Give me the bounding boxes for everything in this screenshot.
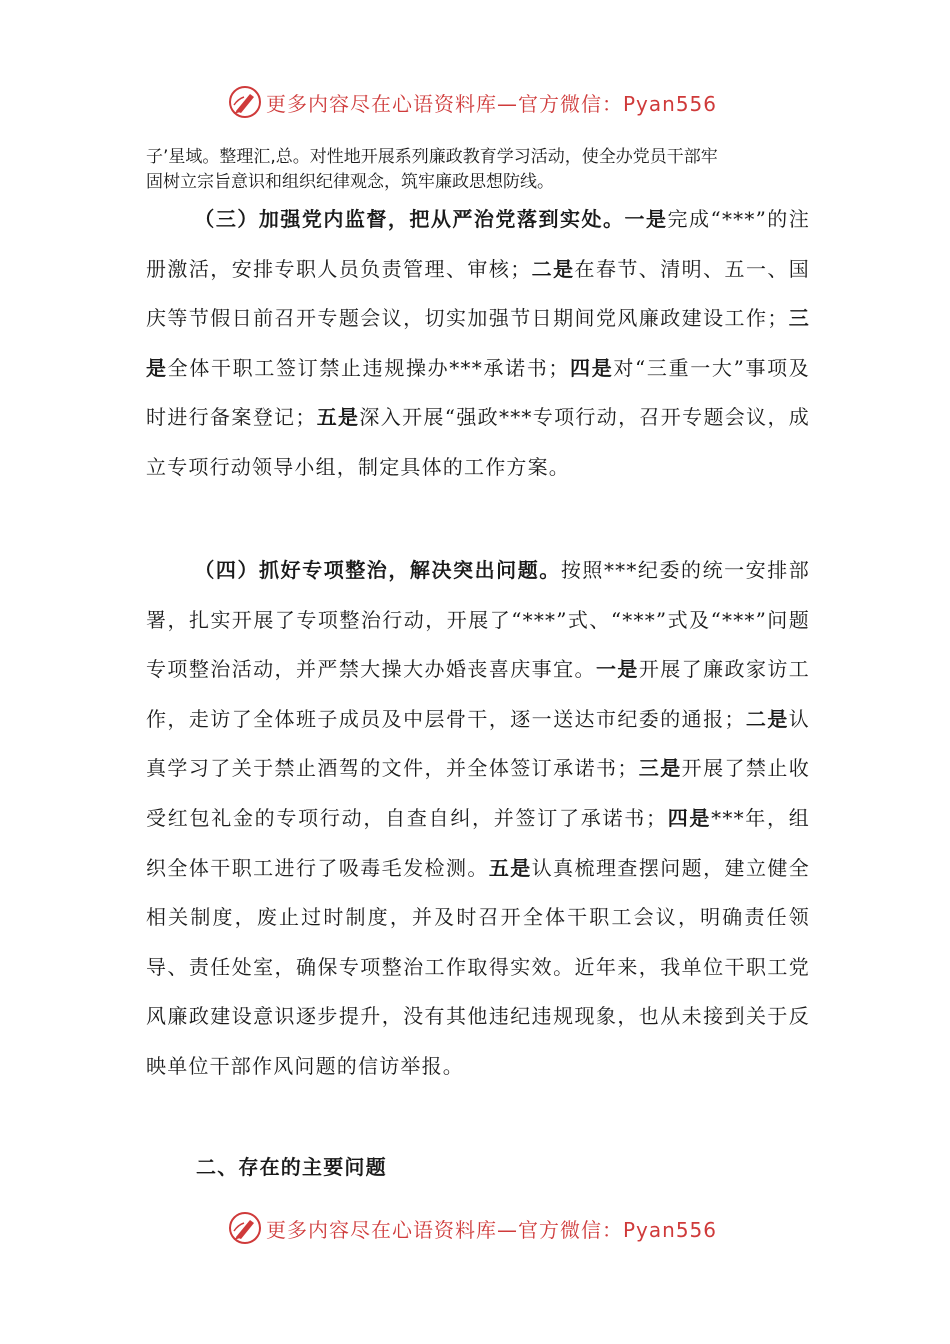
pen-nib-logo-icon [228, 85, 262, 119]
intro-paragraph [146, 145, 806, 195]
section-3-label-1: 一是 [624, 207, 668, 231]
section-3-label-3: 三是 [146, 306, 811, 380]
section-4-lead: 按照***纪委的统一安排部署，扎实开展了专项整治行动，开展了“***”式、“***”式及“***”问题专项整治活动，并严禁大操大办婚丧喜庆事宜。 [146, 558, 810, 682]
section-3-label-5: 五是 [316, 405, 360, 430]
section-3-label-2: 二是 [531, 256, 575, 281]
section-4-label-3: 三是 [638, 756, 682, 781]
section-4-label-5: 五是 [488, 855, 532, 880]
section-4-paragraph [146, 546, 810, 1092]
section-3-text-1: 完成“***”的注册激活，安排专职人员负责管理、审核； [146, 207, 811, 281]
section-3-text-2: 在春节、清明、五一、国庆等节假日前召开专题会议，切实加强节日期间党风廉政建设工作； [146, 256, 810, 331]
banner-text: 更多内容尽在心语资料库—官方微信：Pyan556 [266, 1217, 718, 1242]
section-3-title: （三）加强党内监督，把从严治党落到实处。 [194, 207, 625, 231]
footer-banner [228, 1210, 717, 1246]
section-4-text-4: ***年，组织全体干职工进行了吸毒毛发检测。 [146, 805, 810, 880]
section-4-label-4: 四是 [667, 805, 712, 830]
header-banner [228, 84, 717, 120]
section-4-label-2: 二是 [745, 706, 789, 731]
section-4-label-1: 一是 [595, 657, 639, 682]
section-3-label-4: 四是 [569, 355, 614, 380]
section-4-text-2: 认真学习了关于禁止酒驾的文件，并全体签订承诺书； [146, 706, 810, 781]
pen-nib-logo-icon [228, 1211, 262, 1245]
section-4-title: （四）抓好专项整治，解决突出问题。 [194, 558, 561, 582]
intro-line-1: 子’星域。整理汇,总。对性地开展系列廉政教育学习活动，使全办党员干部牢 [146, 147, 718, 167]
section-3-text-4: 对“三重一大”事项及时进行备案登记； [146, 355, 811, 430]
section-4-text-1: 开展了廉政家访工作，走访了全体班子成员及中层骨干，逐一送达市纪委的通报； [146, 657, 810, 731]
banner-text: 更多内容尽在心语资料库—官方微信：Pyan556 [266, 91, 718, 116]
section-3-text-5: 深入开展“强政***专项行动，召开专题会议，成立专项行动领导小组，制定具体的工作方案。 [146, 405, 811, 479]
intro-line-2: 固树立宗旨意识和组织纪律观念，筑牢廉政思想防线。 [146, 172, 554, 192]
section-4-text-5: 认真梳理查摆问题，建立健全相关制度，废止过时制度，并及时召开全体干职工会议，明确责任领导、责任处室，确保专项整治工作取得实效。近年来，我单位干职工党风廉政建设意识逐步提升，没有其他违纪违规现象，也从未接到关于反映单位干部作风问题的信访举报。 [146, 855, 810, 1078]
section-3-text-3: 全体干职工签订禁止违规操办***承诺书； [167, 355, 570, 380]
section-3-paragraph [146, 195, 810, 493]
section-4-text-3: 开展了禁止收受红包礼金的专项行动，自查自纠，并签订了承诺书； [146, 756, 810, 830]
section-heading-problems: 二、存在的主要问题 [196, 1155, 387, 1179]
